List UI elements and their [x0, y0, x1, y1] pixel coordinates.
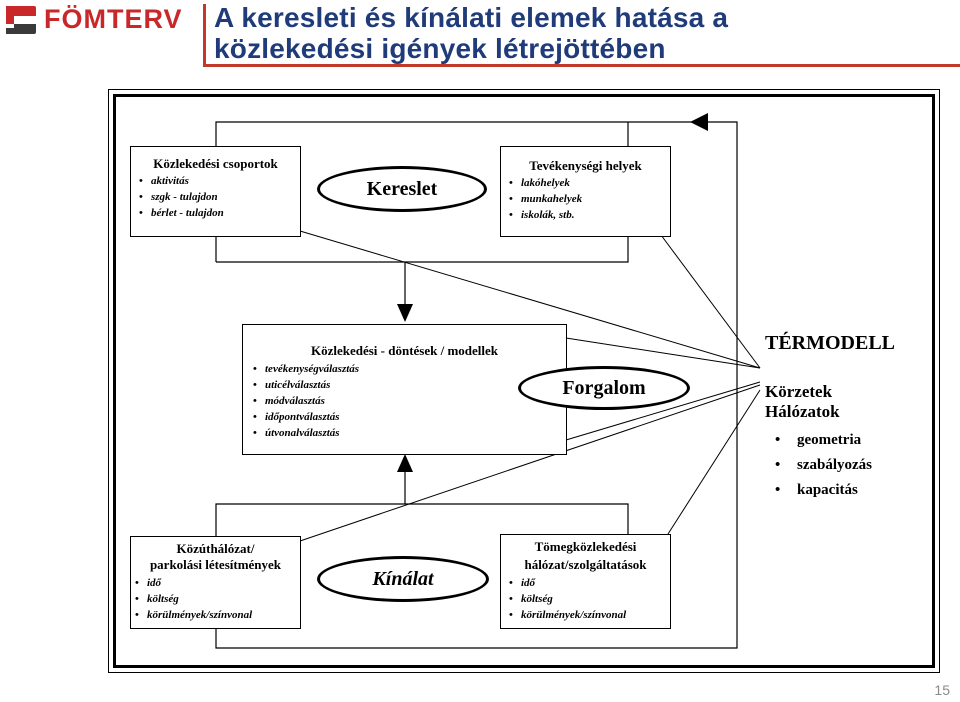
box-kozlekedesi-dontesek-title: Közlekedési - döntések / modellek: [310, 343, 499, 358]
list-item: • tevékenységválasztás: [253, 361, 359, 377]
list-item: • szgk - tulajdon: [139, 189, 224, 205]
termodell-title: TÉRMODELL: [765, 332, 896, 354]
box-kozlekedesi-csoportok-list: [139, 173, 224, 221]
arrow-top-left-icon: [690, 113, 708, 131]
ellipse-forgalom: [518, 366, 690, 410]
box-kozuthalozat-title-line2: parkolási létesítmények: [149, 557, 282, 572]
arrow-up-icon: [397, 454, 413, 472]
list-item: • módválasztás: [253, 393, 359, 409]
box-kozuthalozat: [130, 536, 301, 629]
list-item: • útvonalválasztás: [253, 425, 359, 441]
termodell-block: [765, 332, 935, 503]
list-item: • időpontválasztás: [253, 409, 359, 425]
box-kozlekedesi-dontesek-list: [253, 361, 359, 441]
list-item: • kapacitás: [765, 478, 935, 503]
list-item: • körülmények/színvonal: [135, 607, 252, 623]
page-title-line1: A keresleti és kínálati elemek hatása a: [214, 2, 729, 33]
page-number: 15: [934, 682, 950, 698]
list-item: • költség: [135, 591, 252, 607]
list-item: • geometria: [765, 428, 935, 453]
page-title-line2: közlekedési igények létrejöttében: [214, 33, 666, 64]
logo-text: FÖMTERV: [44, 4, 183, 34]
box-tevekenysegi-helyek: [500, 146, 671, 237]
ellipse-kereslet: [317, 166, 487, 212]
list-item: • körülmények/színvonal: [509, 607, 626, 623]
box-kozuthalozat-list: [135, 575, 252, 623]
box-tevekenysegi-helyek-title: Tevékenységi helyek: [529, 158, 642, 173]
ellipse-kinalat-label: Kínálat: [372, 568, 434, 590]
ellipse-forgalom-label: Forgalom: [562, 377, 646, 399]
list-item: • szabályozás: [765, 453, 935, 478]
arrow-down-icon: [397, 304, 413, 322]
connector-kinalat-top: [216, 504, 628, 536]
termodell-korzetek: Körzetek: [765, 382, 833, 401]
fan-line-2: [658, 231, 760, 368]
box-tomegkozlekedesi: [500, 534, 671, 629]
list-item: • bérlet - tulajdon: [139, 205, 224, 221]
box-kozlekedesi-csoportok-title: Közlekedési csoportok: [153, 156, 278, 171]
fan-line-3: [566, 338, 760, 368]
list-item: • iskolák, stb.: [509, 207, 582, 223]
connector-kereslet-bottom: [216, 236, 628, 262]
box-tomegkozlekedesi-title-line2: hálózat/szolgáltatások: [524, 557, 647, 572]
ellipse-kinalat: [317, 556, 489, 602]
ellipse-kereslet-label: Kereslet: [366, 178, 438, 200]
list-item: • munkahelyek: [509, 191, 582, 207]
box-kozuthalozat-title-line1: Közúthálózat/: [176, 541, 255, 556]
list-item: • aktivitás: [139, 173, 224, 189]
list-item: • idő: [135, 575, 252, 591]
list-item: • költség: [509, 591, 626, 607]
list-item: • uticélválasztás: [253, 377, 359, 393]
termodell-halozatok: Hálózatok: [765, 402, 840, 421]
box-tomegkozlekedesi-list: [509, 575, 626, 623]
list-item: • idő: [509, 575, 626, 591]
list-item: • lakóhelyek: [509, 175, 582, 191]
termodell-list: [765, 428, 935, 503]
box-tomegkozlekedesi-title-line1: Tömegközlekedési: [534, 539, 637, 554]
box-tevekenysegi-helyek-list: [509, 175, 582, 223]
box-kozlekedesi-csoportok: [130, 146, 301, 237]
